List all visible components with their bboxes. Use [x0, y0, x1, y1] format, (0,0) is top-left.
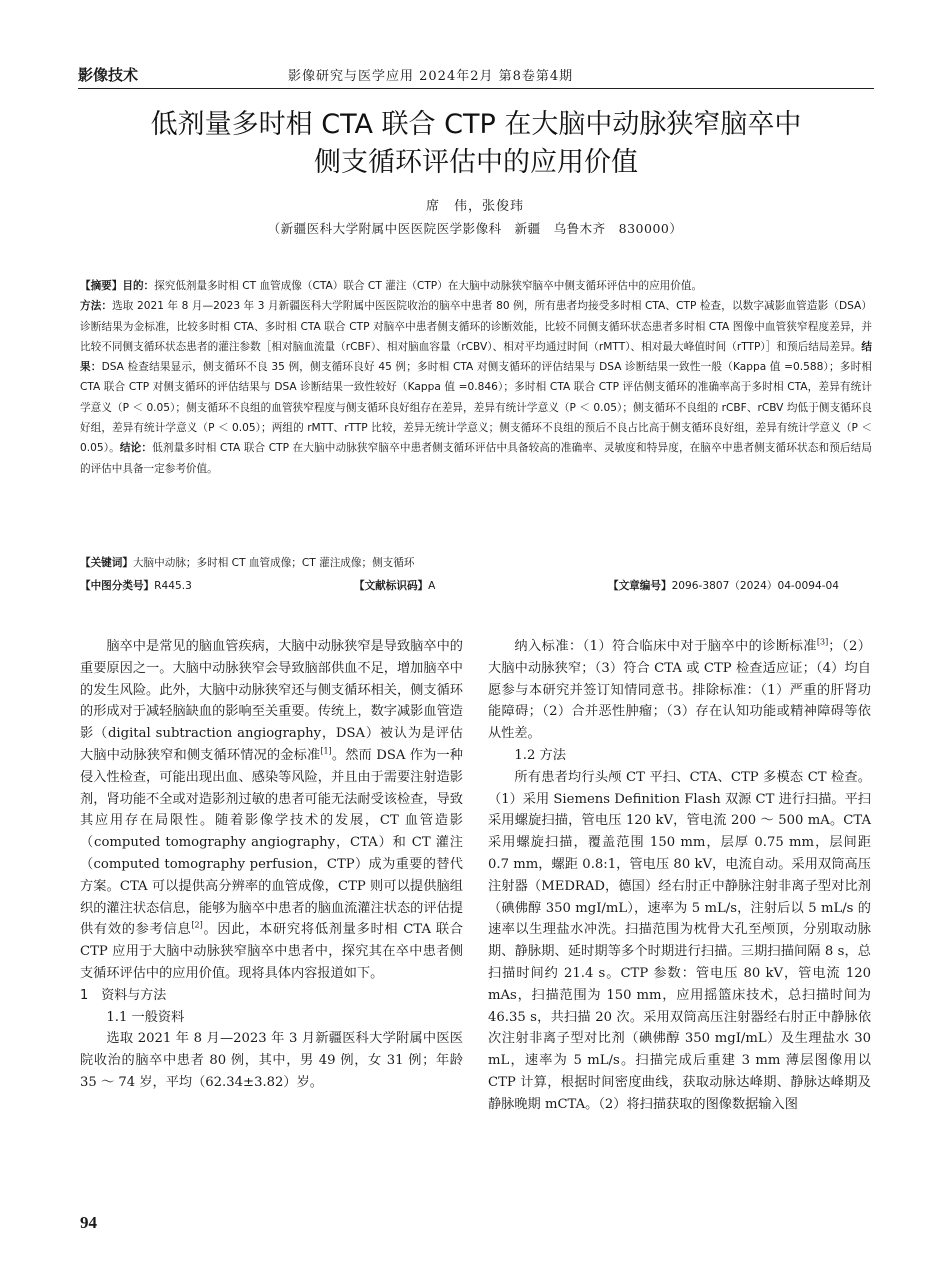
article-number [608, 578, 839, 593]
methods-label: 方法： [80, 300, 113, 313]
citation-3: [3] [816, 637, 829, 647]
doc-code [354, 578, 435, 593]
methods-text: 选取 2021 年 8 月—2023 年 3 月新疆医科大学附属中医医院收治的脑卒中患者 80 例，所有患者均接受多时相 CTA、CTP 检查，以数字减影血管造影（DSA）诊断结果为金标准，比较多时相 CTA、多时相 CTA 联合 CTP 对脑卒中患者侧支循环的诊断效能，比较不同侧支循环状态患者多时相 CTA 图像中血管狭窄程度差异，并比较不同侧支循环状态患者的灌注参数［相对脑血流量（rCBF）、相对脑血容量（rCBV）、相对平均通过时间（rMTT）、相对最大峰值时间（rTTP）］和预后结局差异。 [80, 300, 872, 353]
intro-paragraph [80, 636, 463, 985]
citation-1: [1] [320, 746, 332, 756]
title-line-2: 侧支循环评估中的应用价值 [314, 147, 638, 178]
journal-info: 影像研究与医学应用 2024年2月 第8卷第4期 [288, 69, 574, 84]
objective-text: 探究低剂量多时相 CT 血管成像（CTA）联合 CT 灌注（CTP）在大脑中动脉狭窄脑卒中侧支循环评估中的应用价值。 [154, 280, 703, 292]
intro-text-2: 。然而 DSA 作为一种侵入性检查，可能出现出血、感染等风险，并且由于需要注射造影剂，肾功能不全或对造影剂过敏的患者可能无法耐受该检查，导致其应用存在局限性。随着影像学技术的发展，CT 血管造影（computed tomography angiography，CTA）和 CT 灌注（computed tomography perfusion，CTP）成为重要的替代方案。CTA 可以提供高分辨率的血管成像，CTP 则可以提供脑组织的灌注状态信息，能够为脑卒中患者的脑血流灌注状态的评估提供有效的参考信息 [80, 747, 463, 938]
criteria-paragraph [488, 636, 871, 745]
results-text: DSA 检查结果显示，侧支循环不良 35 例，侧支循环良好 45 例；多时相 CTA 对侧支循环的评估结果与 DSA 诊断结果一致性一般（Kappa 值 =0.588）；多时相 CTA 联合 CTP 对侧支循环的评估结果与 DSA 诊断结果一致性较好（Kappa 值 =0.846）；多时相 CTA 联合 CTP 评估侧支循环的准确率高于多时相 CTA，差异有统计学意义（P ＜ 0.05）；侧支循环不良组的血管狭窄程度与侧支循环良好组存在差异，差异有统计学意义（P ＜ 0.05）；侧支循环不良组的 rCBF、rCBV 均低于侧支循环良好组，差异有统计学意义（P ＜ 0.05）；两组的 rMTT、rTTP 比较，差异无统计学意义；侧支循环不良组的预后不良占比高于侧支循环良好组，差异有统计学意义（P ＜ 0.05）。 [80, 361, 872, 455]
doc-label: 【文献标识码】 [354, 580, 429, 592]
citation-2: [2] [191, 920, 203, 930]
clc-value: R445.3 [154, 580, 192, 592]
subsection-heading-1-2: 1.2 方法 [514, 747, 566, 763]
conclusion-text: 低剂量多时相 CTA 联合 CTP 在大脑中动脉狭窄脑卒中患者侧支循环评估中具备较高的准确率、灵敏度和特异度，在脑卒中患者侧支循环状态和预后结局的评估中具备一定参考价值。 [80, 442, 873, 475]
abstract [80, 276, 872, 479]
keywords-label: 【关键词】 [80, 557, 133, 569]
intro-text-3: 。因此，本研究将低剂量多时相 CTA 联合 CTP 应用于大脑中动脉狭窄脑卒中患者中，探究其在卒中患者侧支循环评估中的应用价值。现将具体内容报道如下。 [80, 922, 463, 981]
classification-row [80, 578, 872, 598]
running-header [78, 62, 874, 89]
title-line-1: 低剂量多时相 CTA 联合 CTP 在大脑中动脉狭窄脑卒中 [150, 109, 802, 140]
art-label: 【文章编号】 [608, 580, 672, 592]
body-column-left [80, 636, 463, 1094]
art-value: 2096-3807（2024）04-0094-04 [671, 580, 840, 592]
subsection-heading-1-1: 1.1 一般资料 [106, 1009, 185, 1025]
clc-number [80, 578, 192, 593]
intro-text-1: 脑卒中是常见的脑血管疾病，大脑中动脉狭窄是导致脑卒中的重要原因之一。大脑中动脉狭窄会导致脑部供血不足，增加脑卒中的发生风险。此外，大脑中动脉狭窄还与侧支循环相关，侧支循环的形成对于减轻脑缺血的影响至关重要。传统上，数字减影血管造影（digital subtraction angiography，DSA）被认为是评估大脑中动脉狭窄和侧支循环情况的金标准 [80, 639, 463, 763]
page-number: 94 [80, 1213, 97, 1232]
clc-label: 【中图分类号】 [80, 580, 155, 592]
body-column-right [488, 636, 871, 1116]
affiliation: （新疆医科大学附属中医医院医学影像科 新疆 乌鲁木齐 830000） [267, 221, 683, 236]
conclusion-label: 结论： [119, 442, 153, 455]
section-tag: 影像技术 [78, 66, 139, 84]
keywords-text: 大脑中动脉；多时相 CT 血管成像；CT 灌注成像；侧支循环 [132, 557, 415, 569]
objective-label: 目的： [122, 280, 155, 292]
general-data-paragraph: 选取 2021 年 8 月—2023 年 3 月新疆医科大学附属中医医院收治的脑卒中患者 80 例，其中，男 49 例，女 31 例；年龄 35 ～ 74 岁，平均（62.34±3.82）岁。 [80, 1031, 463, 1090]
abstract-label: 【摘要】 [80, 280, 123, 292]
doc-value: A [428, 580, 436, 592]
keywords [80, 555, 872, 570]
section-heading-1: 1 资料与方法 [80, 987, 167, 1003]
methods-paragraph: 所有患者均行头颅 CT 平扫、CTA、CTP 多模态 CT 检查。（1）采用 Siemens Definition Flash 双源 CT 进行扫描。平扫采用螺旋扫描，管电压 120 kV，管电流 200 ～ 500 mA。CTA 采用螺旋扫描，覆盖范围 150 mm，层厚 0.75 mm，层间距 0.7 mm，螺距 0.8:1，管电压 80 kV，电流自动。采用双筒高压注射器（MEDRAD，德国）经右肘正中静脉注射非离子型对比剂（碘佛醇 350 mgI/mL），速率为 5 mL/s，注射后以 5 mL/s 的速率以生理盐水冲洗。扫描范围为枕骨大孔至颅顶，分别取动脉期、静脉期、延时期等多个时期进行扫描。三期扫描间隔 8 s，总扫描时间约 21.4 s。CTP 参数：管电压 80 kV，管电流 120 mAs，扫描范围为 150 mm，应用摇篮床技术，总扫描时间为 46.35 s，共扫描 20 次。采用双筒高压注射器经右肘正中静脉依次注射非离子型对比剂（碘佛醇 350 mgI/mL）及生理盐水 30 mL，速率为 5 mL/s。扫描完成后重建 3 mm 薄层图像用以 CTP 计算，根据时间密度曲线，获取动脉达峰期、静脉达峰期及静脉晚期 mCTA。（2）将扫描获取的图像数据输入图 [488, 769, 871, 1112]
criteria-text-2: ；（2）大脑中动脉狭窄；（3）符合 CTA 或 CTP 检查适应证；（4）均自愿参与本研究并签订知情同意书。排除标准：（1）严重的肝肾功能障碍；（2）合并恶性肿瘤；（3）存在认知功能或精神障碍等依从性差。 [488, 639, 871, 742]
article-title [78, 106, 874, 182]
criteria-text-1: 纳入标准：（1）符合临床中对于脑卒中的诊断标准 [514, 639, 817, 654]
authors: 席 伟，张俊玮 [425, 199, 524, 214]
results-label: 结果： [80, 340, 872, 374]
